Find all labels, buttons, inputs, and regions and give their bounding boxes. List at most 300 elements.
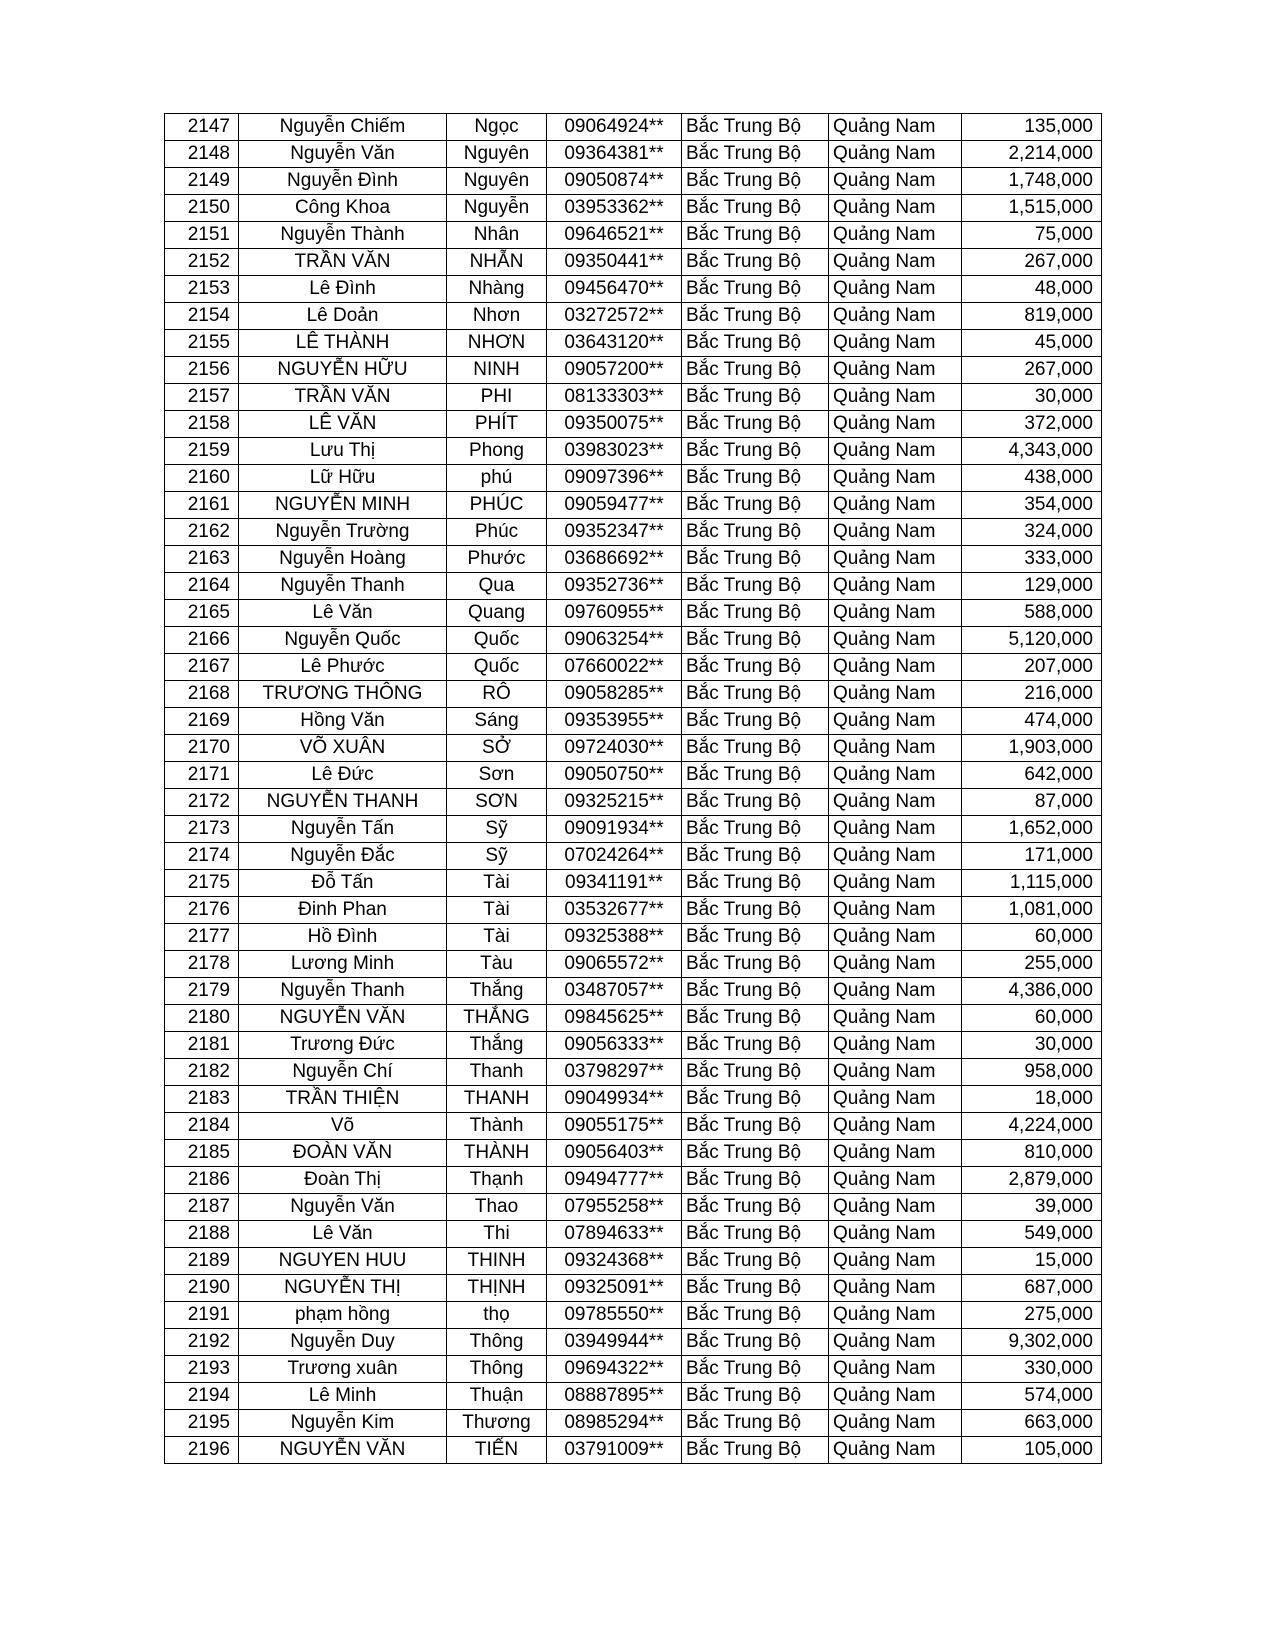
last-middle-name-cell: Lê Đình [239, 276, 447, 303]
amount-cell: 642,000 [962, 762, 1102, 789]
amount-cell: 30,000 [962, 384, 1102, 411]
first-name-cell: PHI [447, 384, 547, 411]
row-number-cell: 2177 [165, 924, 239, 951]
province-cell: Quảng Nam [829, 1275, 962, 1302]
last-middle-name-cell: Nguyễn Thanh [239, 573, 447, 600]
region-cell: Bắc Trung Bộ [682, 1167, 829, 1194]
table-row [165, 1275, 1102, 1302]
province-cell: Quảng Nam [829, 978, 962, 1005]
last-middle-name-cell: Nguyễn Trường [239, 519, 447, 546]
province-cell: Quảng Nam [829, 1221, 962, 1248]
region-cell: Bắc Trung Bộ [682, 1113, 829, 1140]
phone-cell: 09097396** [547, 465, 682, 492]
row-number-cell: 2164 [165, 573, 239, 600]
province-cell: Quảng Nam [829, 1356, 962, 1383]
table-row [165, 1194, 1102, 1221]
first-name-cell: Sáng [447, 708, 547, 735]
region-cell: Bắc Trung Bộ [682, 168, 829, 195]
last-middle-name-cell: Nguyễn Thanh [239, 978, 447, 1005]
amount-cell: 60,000 [962, 924, 1102, 951]
region-cell: Bắc Trung Bộ [682, 708, 829, 735]
last-middle-name-cell: Nguyễn Quốc [239, 627, 447, 654]
amount-cell: 1,515,000 [962, 195, 1102, 222]
table-body [165, 114, 1102, 1464]
row-number-cell: 2149 [165, 168, 239, 195]
table-row [165, 546, 1102, 573]
amount-cell: 5,120,000 [962, 627, 1102, 654]
last-middle-name-cell: Nguyễn Chí [239, 1059, 447, 1086]
row-number-cell: 2181 [165, 1032, 239, 1059]
row-number-cell: 2179 [165, 978, 239, 1005]
region-cell: Bắc Trung Bộ [682, 1140, 829, 1167]
region-cell: Bắc Trung Bộ [682, 654, 829, 681]
first-name-cell: Nguyễn [447, 195, 547, 222]
province-cell: Quảng Nam [829, 1248, 962, 1275]
phone-cell: 03983023** [547, 438, 682, 465]
region-cell: Bắc Trung Bộ [682, 924, 829, 951]
table-row [165, 627, 1102, 654]
first-name-cell: PHÚC [447, 492, 547, 519]
phone-cell: 09091934** [547, 816, 682, 843]
region-cell: Bắc Trung Bộ [682, 735, 829, 762]
region-cell: Bắc Trung Bộ [682, 789, 829, 816]
table-row [165, 600, 1102, 627]
amount-cell: 819,000 [962, 303, 1102, 330]
region-cell: Bắc Trung Bộ [682, 573, 829, 600]
region-cell: Bắc Trung Bộ [682, 303, 829, 330]
phone-cell: 09694322** [547, 1356, 682, 1383]
province-cell: Quảng Nam [829, 1005, 962, 1032]
region-cell: Bắc Trung Bộ [682, 1383, 829, 1410]
amount-cell: 255,000 [962, 951, 1102, 978]
province-cell: Quảng Nam [829, 762, 962, 789]
table-row [165, 222, 1102, 249]
region-cell: Bắc Trung Bộ [682, 1248, 829, 1275]
row-number-cell: 2169 [165, 708, 239, 735]
phone-cell: 08985294** [547, 1410, 682, 1437]
row-number-cell: 2166 [165, 627, 239, 654]
row-number-cell: 2194 [165, 1383, 239, 1410]
phone-cell: 09049934** [547, 1086, 682, 1113]
amount-cell: 135,000 [962, 114, 1102, 141]
province-cell: Quảng Nam [829, 870, 962, 897]
amount-cell: 4,224,000 [962, 1113, 1102, 1140]
phone-cell: 09058285** [547, 681, 682, 708]
province-cell: Quảng Nam [829, 843, 962, 870]
amount-cell: 18,000 [962, 1086, 1102, 1113]
region-cell: Bắc Trung Bộ [682, 1005, 829, 1032]
phone-cell: 09064924** [547, 114, 682, 141]
table-row [165, 357, 1102, 384]
amount-cell: 4,386,000 [962, 978, 1102, 1005]
table-row [165, 492, 1102, 519]
amount-cell: 9,302,000 [962, 1329, 1102, 1356]
province-cell: Quảng Nam [829, 546, 962, 573]
amount-cell: 1,115,000 [962, 870, 1102, 897]
phone-cell: 03949944** [547, 1329, 682, 1356]
first-name-cell: Thanh [447, 1059, 547, 1086]
table-row [165, 654, 1102, 681]
province-cell: Quảng Nam [829, 789, 962, 816]
region-cell: Bắc Trung Bộ [682, 141, 829, 168]
row-number-cell: 2175 [165, 870, 239, 897]
first-name-cell: THỊNH [447, 1275, 547, 1302]
last-middle-name-cell: VÕ XUÂN [239, 735, 447, 762]
last-middle-name-cell: LÊ THÀNH [239, 330, 447, 357]
last-middle-name-cell: Trương xuân [239, 1356, 447, 1383]
phone-cell: 09350075** [547, 411, 682, 438]
last-middle-name-cell: Nguyễn Tấn [239, 816, 447, 843]
province-cell: Quảng Nam [829, 492, 962, 519]
province-cell: Quảng Nam [829, 654, 962, 681]
table-row [165, 438, 1102, 465]
region-cell: Bắc Trung Bộ [682, 438, 829, 465]
phone-cell: 09059477** [547, 492, 682, 519]
last-middle-name-cell: Lê Văn [239, 1221, 447, 1248]
table-row [165, 1005, 1102, 1032]
province-cell: Quảng Nam [829, 816, 962, 843]
region-cell: Bắc Trung Bộ [682, 1275, 829, 1302]
first-name-cell: Nhơn [447, 303, 547, 330]
row-number-cell: 2187 [165, 1194, 239, 1221]
phone-cell: 09456470** [547, 276, 682, 303]
first-name-cell: Nguyên [447, 168, 547, 195]
row-number-cell: 2153 [165, 276, 239, 303]
phone-cell: 03643120** [547, 330, 682, 357]
last-middle-name-cell: Lê Văn [239, 600, 447, 627]
phone-cell: 09724030** [547, 735, 682, 762]
last-middle-name-cell: NGUYỄN HỮU [239, 357, 447, 384]
last-middle-name-cell: TRẦN VĂN [239, 384, 447, 411]
table-row [165, 1248, 1102, 1275]
first-name-cell: Sỹ [447, 816, 547, 843]
row-number-cell: 2191 [165, 1302, 239, 1329]
phone-cell: 09324368** [547, 1248, 682, 1275]
row-number-cell: 2148 [165, 141, 239, 168]
amount-cell: 330,000 [962, 1356, 1102, 1383]
province-cell: Quảng Nam [829, 168, 962, 195]
last-middle-name-cell: Đỗ Tấn [239, 870, 447, 897]
amount-cell: 4,343,000 [962, 438, 1102, 465]
phone-cell: 07955258** [547, 1194, 682, 1221]
table-row [165, 1410, 1102, 1437]
table-row [165, 1329, 1102, 1356]
last-middle-name-cell: NGUYỄN THỊ [239, 1275, 447, 1302]
first-name-cell: Qua [447, 573, 547, 600]
region-cell: Bắc Trung Bộ [682, 816, 829, 843]
phone-cell: 09057200** [547, 357, 682, 384]
phone-cell: 09494777** [547, 1167, 682, 1194]
last-middle-name-cell: TRẦN VĂN [239, 249, 447, 276]
last-middle-name-cell: NGUYỄN VĂN [239, 1005, 447, 1032]
province-cell: Quảng Nam [829, 735, 962, 762]
table-row [165, 1059, 1102, 1086]
region-cell: Bắc Trung Bộ [682, 384, 829, 411]
region-cell: Bắc Trung Bộ [682, 114, 829, 141]
region-cell: Bắc Trung Bộ [682, 195, 829, 222]
table-row [165, 870, 1102, 897]
amount-cell: 267,000 [962, 249, 1102, 276]
province-cell: Quảng Nam [829, 924, 962, 951]
region-cell: Bắc Trung Bộ [682, 951, 829, 978]
last-middle-name-cell: Võ [239, 1113, 447, 1140]
phone-cell: 09350441** [547, 249, 682, 276]
region-cell: Bắc Trung Bộ [682, 1032, 829, 1059]
row-number-cell: 2182 [165, 1059, 239, 1086]
amount-cell: 2,879,000 [962, 1167, 1102, 1194]
table-row [165, 141, 1102, 168]
table-row [165, 249, 1102, 276]
row-number-cell: 2189 [165, 1248, 239, 1275]
province-cell: Quảng Nam [829, 1086, 962, 1113]
phone-cell: 07894633** [547, 1221, 682, 1248]
table-row [165, 897, 1102, 924]
phone-cell: 03272572** [547, 303, 682, 330]
province-cell: Quảng Nam [829, 249, 962, 276]
phone-cell: 07660022** [547, 654, 682, 681]
region-cell: Bắc Trung Bộ [682, 1302, 829, 1329]
region-cell: Bắc Trung Bộ [682, 600, 829, 627]
amount-cell: 324,000 [962, 519, 1102, 546]
province-cell: Quảng Nam [829, 1113, 962, 1140]
province-cell: Quảng Nam [829, 1167, 962, 1194]
amount-cell: 1,903,000 [962, 735, 1102, 762]
region-cell: Bắc Trung Bộ [682, 222, 829, 249]
last-middle-name-cell: Đoàn Thị [239, 1167, 447, 1194]
table-row [165, 681, 1102, 708]
row-number-cell: 2172 [165, 789, 239, 816]
first-name-cell: Phong [447, 438, 547, 465]
phone-cell: 09352736** [547, 573, 682, 600]
province-cell: Quảng Nam [829, 519, 962, 546]
phone-cell: 09646521** [547, 222, 682, 249]
last-middle-name-cell: Hồng Văn [239, 708, 447, 735]
row-number-cell: 2185 [165, 1140, 239, 1167]
first-name-cell: Thông [447, 1356, 547, 1383]
first-name-cell: Ngọc [447, 114, 547, 141]
phone-cell: 09325388** [547, 924, 682, 951]
last-middle-name-cell: Lê Doản [239, 303, 447, 330]
region-cell: Bắc Trung Bộ [682, 762, 829, 789]
amount-cell: 75,000 [962, 222, 1102, 249]
province-cell: Quảng Nam [829, 708, 962, 735]
amount-cell: 39,000 [962, 1194, 1102, 1221]
amount-cell: 663,000 [962, 1410, 1102, 1437]
last-middle-name-cell: NGUYEN HUU [239, 1248, 447, 1275]
row-number-cell: 2176 [165, 897, 239, 924]
province-cell: Quảng Nam [829, 114, 962, 141]
row-number-cell: 2151 [165, 222, 239, 249]
table-row [165, 978, 1102, 1005]
amount-cell: 171,000 [962, 843, 1102, 870]
first-name-cell: THÀNH [447, 1140, 547, 1167]
phone-cell: 09785550** [547, 1302, 682, 1329]
amount-cell: 333,000 [962, 546, 1102, 573]
first-name-cell: Thương [447, 1410, 547, 1437]
phone-cell: 03798297** [547, 1059, 682, 1086]
phone-cell: 09353955** [547, 708, 682, 735]
row-number-cell: 2178 [165, 951, 239, 978]
table-row [165, 1356, 1102, 1383]
first-name-cell: Thắng [447, 978, 547, 1005]
first-name-cell: Quốc [447, 627, 547, 654]
phone-cell: 09056333** [547, 1032, 682, 1059]
first-name-cell: NINH [447, 357, 547, 384]
first-name-cell: Tàu [447, 951, 547, 978]
region-cell: Bắc Trung Bộ [682, 1221, 829, 1248]
table-row [165, 465, 1102, 492]
amount-cell: 1,652,000 [962, 816, 1102, 843]
table-row [165, 924, 1102, 951]
province-cell: Quảng Nam [829, 1032, 962, 1059]
province-cell: Quảng Nam [829, 600, 962, 627]
first-name-cell: Phúc [447, 519, 547, 546]
table-row [165, 1032, 1102, 1059]
table-row [165, 168, 1102, 195]
first-name-cell: Tài [447, 870, 547, 897]
amount-cell: 129,000 [962, 573, 1102, 600]
row-number-cell: 2173 [165, 816, 239, 843]
phone-cell: 09325215** [547, 789, 682, 816]
province-cell: Quảng Nam [829, 627, 962, 654]
region-cell: Bắc Trung Bộ [682, 681, 829, 708]
first-name-cell: Thạnh [447, 1167, 547, 1194]
last-middle-name-cell: LÊ VĂN [239, 411, 447, 438]
first-name-cell: Sỹ [447, 843, 547, 870]
first-name-cell: Phước [447, 546, 547, 573]
first-name-cell: THANH [447, 1086, 547, 1113]
table-row [165, 573, 1102, 600]
province-cell: Quảng Nam [829, 1410, 962, 1437]
first-name-cell: Thao [447, 1194, 547, 1221]
row-number-cell: 2186 [165, 1167, 239, 1194]
table-row [165, 276, 1102, 303]
amount-cell: 30,000 [962, 1032, 1102, 1059]
amount-cell: 45,000 [962, 330, 1102, 357]
table-row [165, 951, 1102, 978]
amount-cell: 105,000 [962, 1437, 1102, 1464]
row-number-cell: 2160 [165, 465, 239, 492]
row-number-cell: 2171 [165, 762, 239, 789]
region-cell: Bắc Trung Bộ [682, 870, 829, 897]
table-row [165, 1113, 1102, 1140]
phone-cell: 09325091** [547, 1275, 682, 1302]
first-name-cell: Nhàng [447, 276, 547, 303]
table-row [165, 1221, 1102, 1248]
amount-cell: 687,000 [962, 1275, 1102, 1302]
phone-cell: 07024264** [547, 843, 682, 870]
last-middle-name-cell: Nguyễn Văn [239, 1194, 447, 1221]
first-name-cell: Nguyên [447, 141, 547, 168]
last-middle-name-cell: Nguyễn Chiếm [239, 114, 447, 141]
row-number-cell: 2154 [165, 303, 239, 330]
amount-cell: 574,000 [962, 1383, 1102, 1410]
region-cell: Bắc Trung Bộ [682, 546, 829, 573]
first-name-cell: SƠN [447, 789, 547, 816]
table-row [165, 411, 1102, 438]
row-number-cell: 2155 [165, 330, 239, 357]
first-name-cell: RÔ [447, 681, 547, 708]
last-middle-name-cell: NGUYỄN VĂN [239, 1437, 447, 1464]
province-cell: Quảng Nam [829, 1302, 962, 1329]
phone-cell: 09056403** [547, 1140, 682, 1167]
table-row [165, 735, 1102, 762]
region-cell: Bắc Trung Bộ [682, 519, 829, 546]
province-cell: Quảng Nam [829, 1194, 962, 1221]
last-middle-name-cell: Lữ Hữu [239, 465, 447, 492]
province-cell: Quảng Nam [829, 141, 962, 168]
first-name-cell: Tài [447, 897, 547, 924]
first-name-cell: Quốc [447, 654, 547, 681]
first-name-cell: Thi [447, 1221, 547, 1248]
region-cell: Bắc Trung Bộ [682, 1437, 829, 1464]
region-cell: Bắc Trung Bộ [682, 843, 829, 870]
row-number-cell: 2156 [165, 357, 239, 384]
region-cell: Bắc Trung Bộ [682, 465, 829, 492]
row-number-cell: 2157 [165, 384, 239, 411]
amount-cell: 60,000 [962, 1005, 1102, 1032]
province-cell: Quảng Nam [829, 222, 962, 249]
row-number-cell: 2159 [165, 438, 239, 465]
phone-cell: 08133303** [547, 384, 682, 411]
row-number-cell: 2167 [165, 654, 239, 681]
amount-cell: 354,000 [962, 492, 1102, 519]
table-row [165, 330, 1102, 357]
table-row [165, 1302, 1102, 1329]
province-cell: Quảng Nam [829, 573, 962, 600]
amount-cell: 48,000 [962, 276, 1102, 303]
row-number-cell: 2163 [165, 546, 239, 573]
province-cell: Quảng Nam [829, 1329, 962, 1356]
last-middle-name-cell: Lưu Thị [239, 438, 447, 465]
phone-cell: 03532677** [547, 897, 682, 924]
last-middle-name-cell: Lương Minh [239, 951, 447, 978]
last-middle-name-cell: Lê Minh [239, 1383, 447, 1410]
province-cell: Quảng Nam [829, 384, 962, 411]
row-number-cell: 2158 [165, 411, 239, 438]
phone-cell: 09845625** [547, 1005, 682, 1032]
table-row [165, 762, 1102, 789]
last-middle-name-cell: Nguyễn Duy [239, 1329, 447, 1356]
amount-cell: 207,000 [962, 654, 1102, 681]
province-cell: Quảng Nam [829, 897, 962, 924]
first-name-cell: Nhân [447, 222, 547, 249]
amount-cell: 15,000 [962, 1248, 1102, 1275]
province-cell: Quảng Nam [829, 465, 962, 492]
amount-cell: 275,000 [962, 1302, 1102, 1329]
first-name-cell: PHÍT [447, 411, 547, 438]
row-number-cell: 2170 [165, 735, 239, 762]
phone-cell: 09352347** [547, 519, 682, 546]
last-middle-name-cell: TRẦN THIỆN [239, 1086, 447, 1113]
phone-cell: 09063254** [547, 627, 682, 654]
last-middle-name-cell: Nguyễn Kim [239, 1410, 447, 1437]
table-row [165, 519, 1102, 546]
last-middle-name-cell: TRƯƠNG THÔNG [239, 681, 447, 708]
phone-cell: 09050874** [547, 168, 682, 195]
first-name-cell: THINH [447, 1248, 547, 1275]
region-cell: Bắc Trung Bộ [682, 357, 829, 384]
region-cell: Bắc Trung Bộ [682, 492, 829, 519]
region-cell: Bắc Trung Bộ [682, 1410, 829, 1437]
row-number-cell: 2165 [165, 600, 239, 627]
row-number-cell: 2184 [165, 1113, 239, 1140]
region-cell: Bắc Trung Bộ [682, 276, 829, 303]
table-row [165, 195, 1102, 222]
region-cell: Bắc Trung Bộ [682, 1356, 829, 1383]
first-name-cell: Thuận [447, 1383, 547, 1410]
table-row [165, 1140, 1102, 1167]
